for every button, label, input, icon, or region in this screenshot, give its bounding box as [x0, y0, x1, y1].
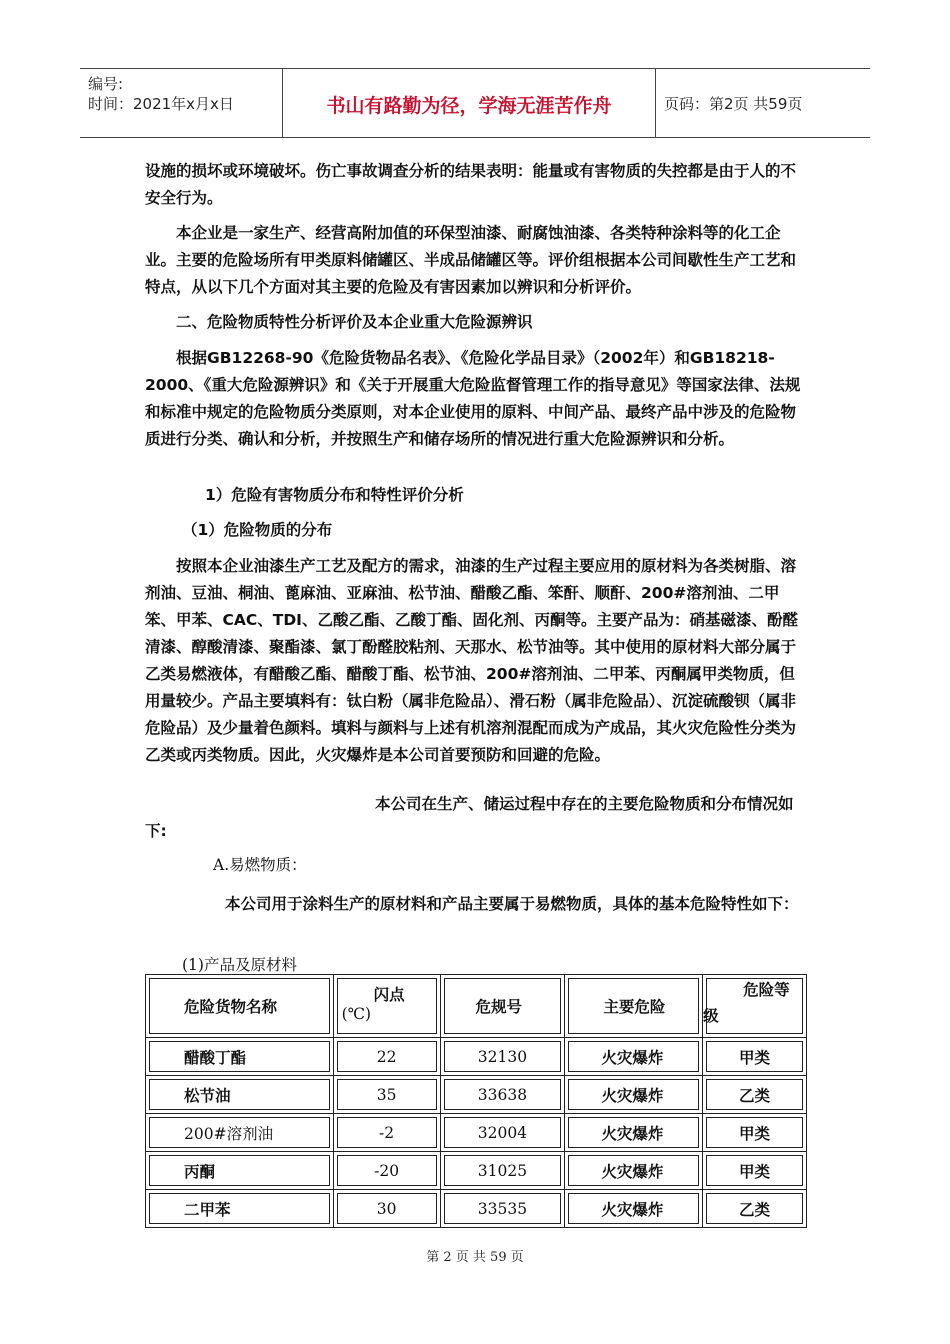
hazard-class: 甲类 [739, 1124, 771, 1143]
table-row [146, 1152, 807, 1190]
flash-point: 30 [376, 1199, 397, 1218]
document-number-label: 编号: [88, 75, 124, 93]
table-row [146, 1114, 807, 1152]
main-hazard: 火灾爆炸 [601, 1124, 664, 1143]
table-row [146, 1038, 807, 1076]
paragraph-flammable-intro: 本公司用于涂料生产的原材料和产品主要属于易燃物质，具体的基本危险特性如下： [225, 895, 799, 913]
header-class-label-cont: 级 [703, 1007, 719, 1025]
header-motto: 书山有路勤为径，学海无涯苦作舟 [326, 95, 612, 117]
hazard-class: 乙类 [739, 1086, 771, 1105]
subsection-heading-1-1: （1）危险物质的分布 [182, 521, 333, 539]
hazard-code: 32130 [477, 1047, 528, 1066]
hazard-code: 31025 [477, 1161, 528, 1180]
header-class-label: 危险等 [743, 981, 790, 999]
material-name: 丙酮 [184, 1162, 216, 1181]
hazard-code: 32004 [477, 1123, 528, 1142]
paragraph-regulations: 根据GB12268-90《危险货物品名表》、《危险化学品目录》（2002年）和GB18218-2000、《重大危险源辨识》和《关于开展重大危险监督管理工作的指导意见》等国家法律、法规和标准中规定的危险物质分类原则，对本企业使用的原料、中间产品、最终产品中涉及的危险物质进行分类、确认和分析，并按照生产和储存场所的情况进行重大危险源辨识和分析。 [145, 349, 801, 448]
header-cell-class [703, 975, 807, 1038]
table-row [146, 1190, 807, 1228]
flash-point: -2 [379, 1123, 395, 1142]
paragraph-distribution-intro: 本公司在生产、储运过程中存在的主要危险物质和分布情况如下: [145, 795, 794, 840]
hazard-materials-table [145, 974, 807, 1228]
header-flash-unit: (℃) [341, 1005, 372, 1023]
hazard-class: 甲类 [739, 1048, 771, 1067]
material-name: 醋酸丁酯 [184, 1048, 247, 1067]
header-meta-cell [80, 69, 283, 137]
hazard-class: 甲类 [739, 1162, 771, 1181]
main-hazard: 火灾爆炸 [601, 1162, 664, 1181]
header-name-label: 危险货物名称 [184, 998, 278, 1016]
material-name: 二甲苯 [184, 1200, 231, 1219]
header-hazard-label: 主要危险 [603, 998, 666, 1016]
header-page-cell [656, 69, 870, 137]
main-hazard: 火灾爆炸 [601, 1048, 664, 1067]
flash-point: 22 [376, 1047, 397, 1066]
main-hazard: 火灾爆炸 [601, 1086, 664, 1105]
header-cell-name [146, 975, 334, 1038]
hazard-code: 33535 [477, 1199, 528, 1218]
table-header-row [146, 975, 807, 1038]
material-name: 200#溶剂油 [184, 1124, 274, 1143]
document-date-label: 时间：2021年x月x日 [88, 95, 234, 113]
hazard-code: 33638 [477, 1085, 528, 1104]
table-row [146, 1076, 807, 1114]
header-motto-cell [283, 69, 656, 137]
header-cell-hazard [565, 975, 703, 1038]
material-name: 松节油 [184, 1086, 231, 1105]
header-cell-flash [333, 975, 440, 1038]
header-cell-code [440, 975, 565, 1038]
flash-point: -20 [374, 1161, 400, 1180]
main-hazard: 火灾爆炸 [601, 1200, 664, 1219]
header-page-info: 页码：第2页 共59页 [664, 95, 803, 113]
page-header [80, 68, 870, 138]
paragraph-materials: 按照本企业油漆生产工艺及配方的需求，油漆的生产过程主要应用的原材料为各类树脂、溶剂油、豆油、桐油、蓖麻油、亚麻油、松节油、醋酸乙酯、笨酐、顺酐、200#溶剂油、二甲笨、甲苯、CAC、TDI、乙酸乙酯、乙酸丁酯、固化剂、丙酮等。主要产品为：硝基磁漆、酚醛清漆、醇酸清漆、聚酯漆、氯丁酚醛胶粘剂、天那水、松节油等。其中使用的原材料大部分属于乙类易燃液体，有醋酸乙酯、醋酸丁酯、松节油、200#溶剂油、二甲苯、丙酮属甲类物质，但用量较少。产品主要填料有：钛白粉（属非危险品）、滑石粉（属非危险品）、沉淀硫酸钡（属非危险品）及少量着色颜料。填料与颜料与上述有机溶剂混配而成为产成品，其火灾危险性分类为乙类或丙类物质。因此，火灾爆炸是本公司首要预防和回避的危险。 [145, 557, 798, 764]
flash-point: 35 [376, 1085, 397, 1104]
section-heading-2: 二、危险物质特性分析评价及本企业重大危险源辨识 [176, 313, 533, 331]
page-footer: 第 2 页 共 59 页 [426, 1250, 524, 1265]
paragraph-company-overview: 本企业是一家生产、经营高附加值的环保型油漆、耐腐蚀油漆、各类特种涂料等的化工企业。主要的危险场所有甲类原料储罐区、半成品储罐区等。评价组根据本公司间歇性生产工艺和特点，从以下几个方面对其主要的危险及有害因素加以辨识和分析评价。 [145, 224, 797, 296]
hazard-class: 乙类 [739, 1200, 771, 1219]
subsection-heading-1: 1）危险有害物质分布和特性评价分析 [205, 486, 464, 504]
header-flash-label: 闪点 [373, 986, 405, 1004]
paragraph-intro-end: 设施的损坏或环境破坏。伤亡事故调查分析的结果表明：能量或有害物质的失控都是由于人的不安全行为。 [145, 162, 797, 207]
header-code-label: 危规号 [475, 998, 523, 1016]
subheading-flammable: A.易燃物质： [213, 856, 307, 874]
table-caption: (1)产品及原材料 [182, 956, 297, 974]
